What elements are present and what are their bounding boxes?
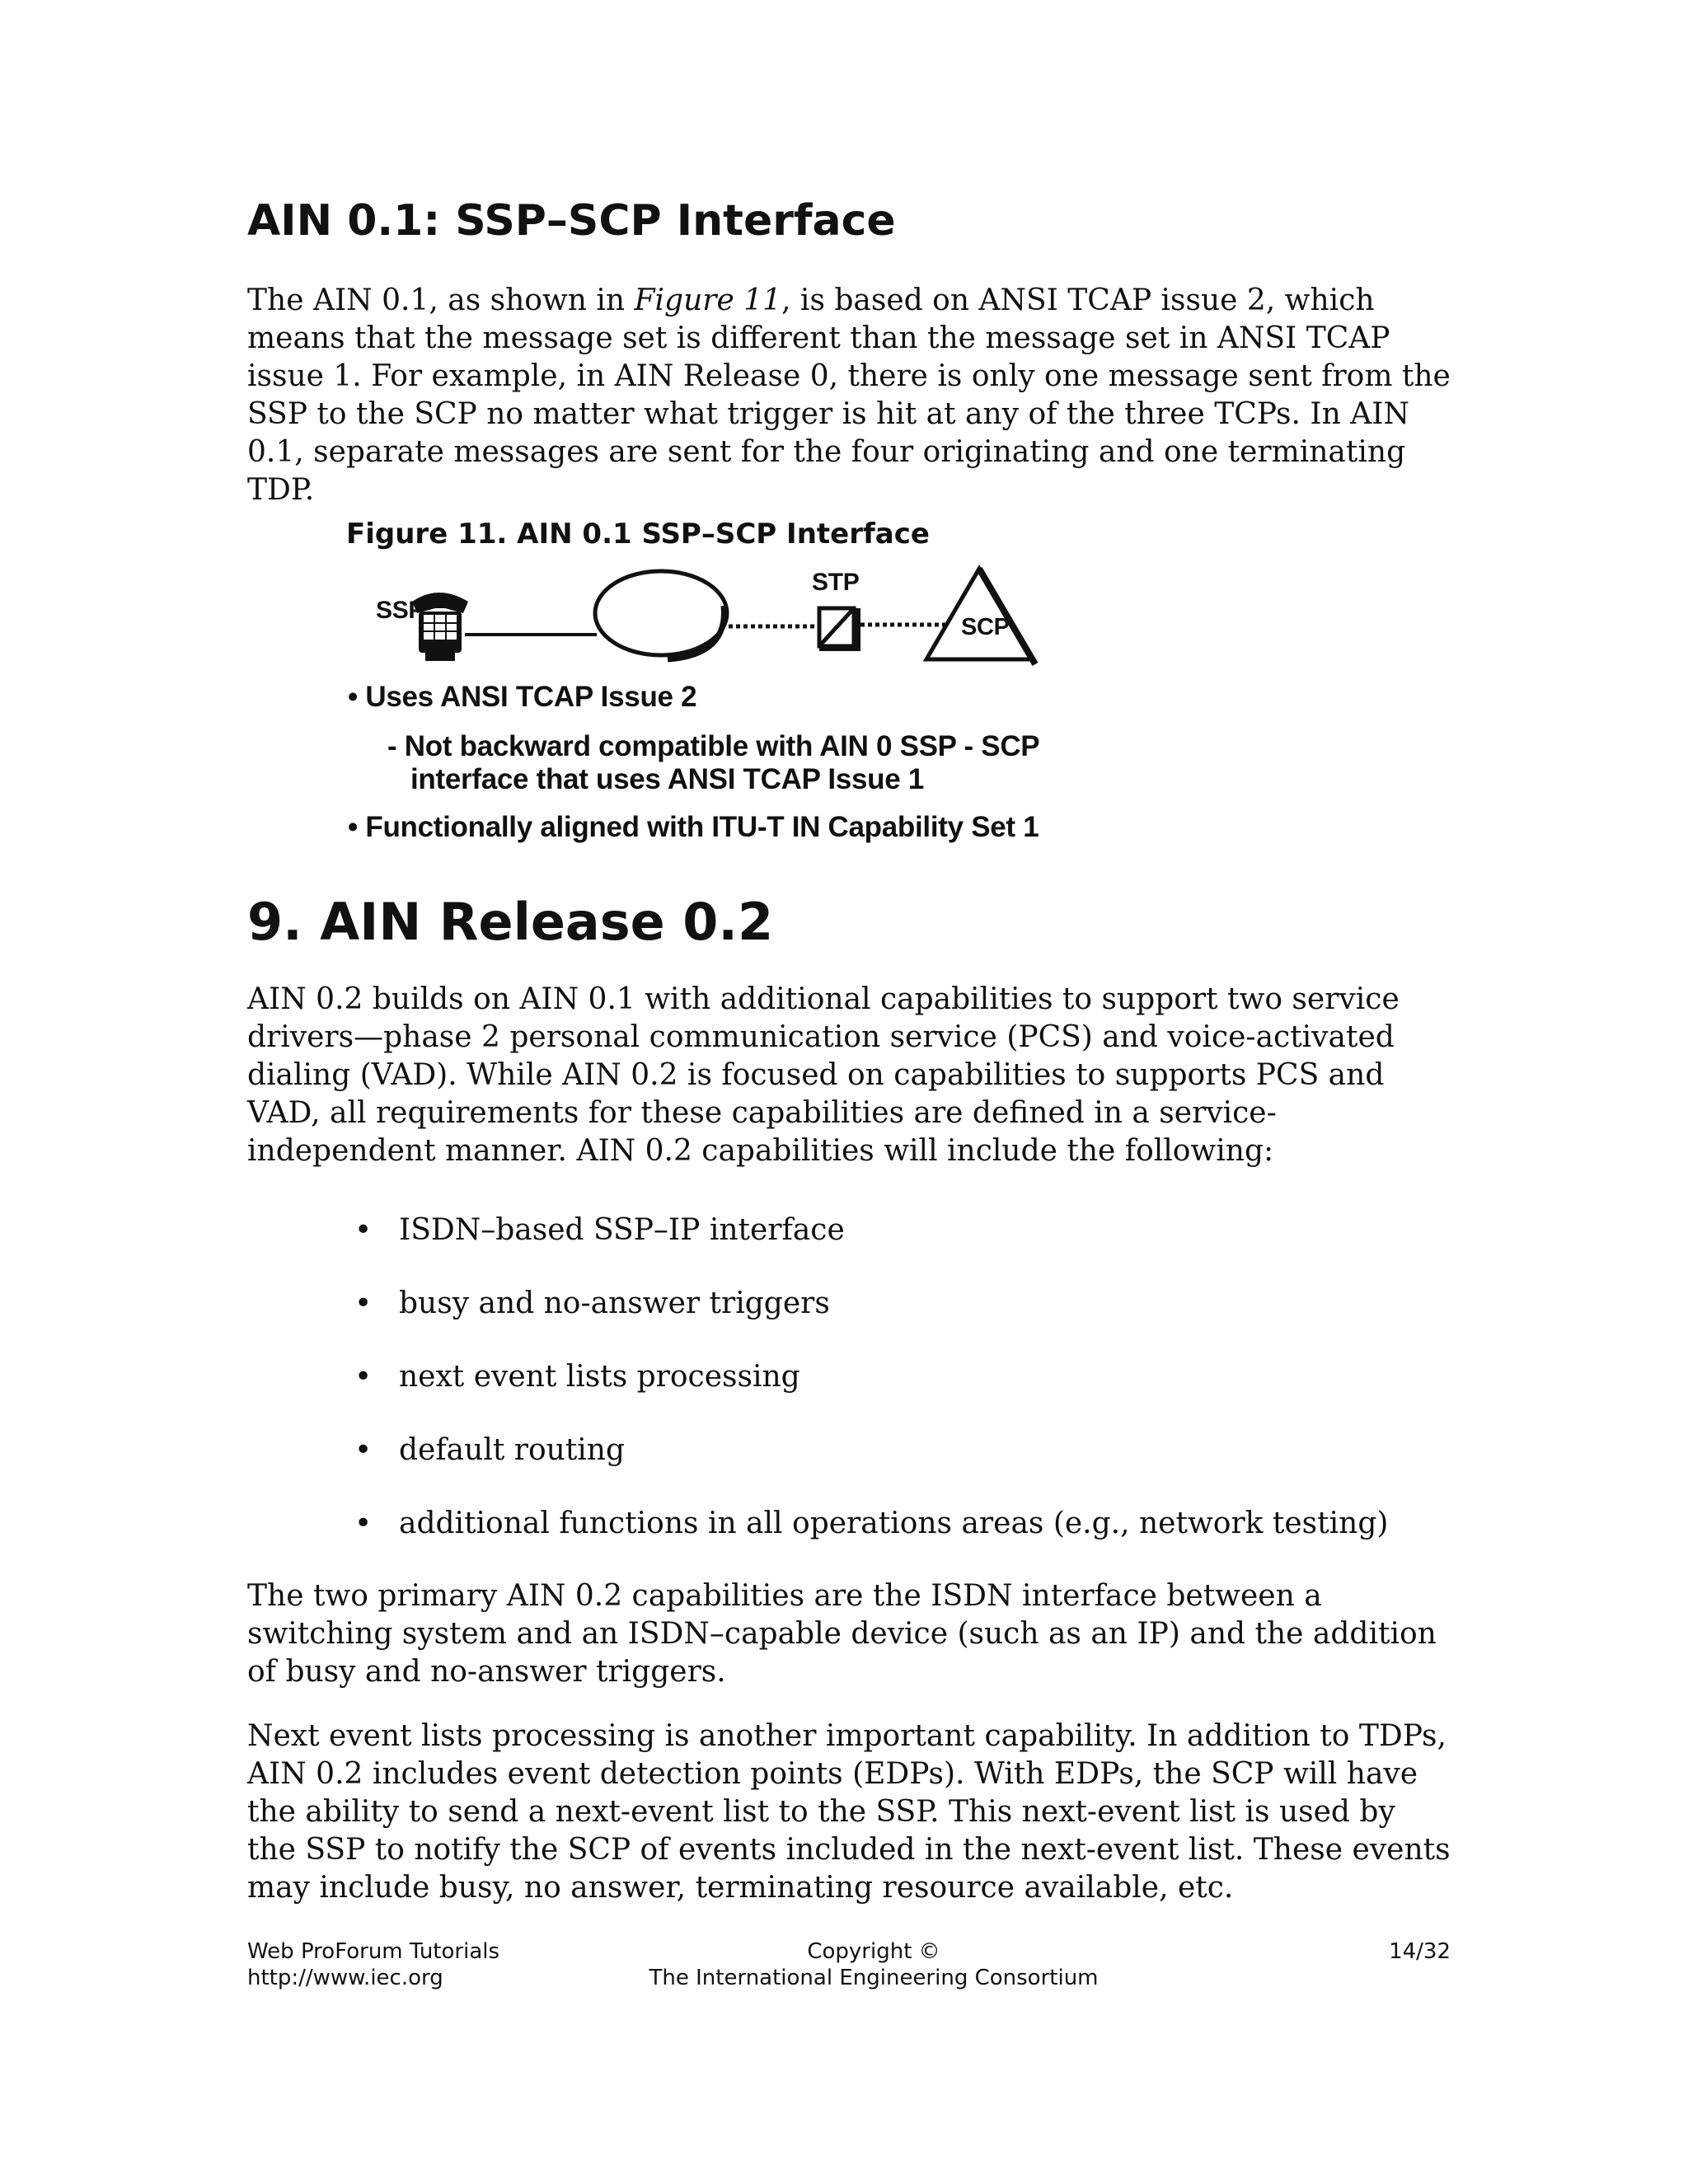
- section-heading: AIN 0.1: SSP–SCP Interface: [247, 196, 896, 246]
- figure-11-diagram: [247, 0, 1451, 874]
- scp-label: SCP: [961, 614, 1010, 640]
- footer-center: [626, 1938, 1121, 1991]
- figure-reference: Figure 11: [634, 284, 782, 317]
- chapter-heading: 9. AIN Release 0.2: [247, 892, 774, 952]
- ssp-node: [595, 571, 727, 655]
- list-item-text: default routing: [399, 1433, 626, 1467]
- figure-bullet-2: • Functionally aligned with ITU-T IN Capability Set 1: [348, 811, 1039, 843]
- intro-text-after: , is based on ANSI TCAP issue 2, which means that the message set is different than the message set in ANSI TCAP issue 1. For example, in AIN Release 0, there is only one message sent from the SSP to the SCP no matter what trigger is hit at any of the three TCPs. In AIN 0.1, separate messages are sent for the four originating and one terminating TDP.: [247, 284, 1451, 507]
- stp-node: [819, 608, 860, 651]
- capabilities-list: [348, 1212, 1388, 1578]
- list-item: • busy and no-answer triggers: [354, 1286, 830, 1320]
- stp-label: STP: [812, 569, 860, 596]
- list-item-text: next event lists processing: [399, 1360, 800, 1394]
- ssp-label: SSP: [376, 597, 425, 624]
- primary-capabilities-paragraph: The two primary AIN 0.2 capabilities are the ISDN interface between a switching system and an ISDN–capable device (such as an IP) and the addition of busy and no-answer triggers.: [247, 1579, 1437, 1689]
- footer-left: [247, 1938, 499, 1991]
- list-item-text: additional functions in all operations areas (e.g., network testing): [399, 1507, 1389, 1540]
- footer-organization: The International Engineering Consortium: [649, 1966, 1099, 1990]
- list-item: • additional functions in all operations areas (e.g., network testing): [354, 1507, 1389, 1540]
- list-item-text: busy and no-answer triggers: [399, 1286, 830, 1320]
- list-item: • next event lists processing: [354, 1360, 800, 1394]
- list-item-text: ISDN–based SSP–IP interface: [399, 1213, 845, 1247]
- list-item: • default routing: [354, 1433, 626, 1467]
- footer-copyright: Copyright ©: [807, 1939, 940, 1964]
- release-paragraph: AIN 0.2 builds on AIN 0.1 with additional capabilities to support two service drivers—phase 2 personal communication service (PCS) and voice-activated dialing (VAD). While AIN 0.2 is focused on capabilities to supports PCS and VAD, all requirements for these capabilities are defined in a service-independent manner. AIN 0.2 capabilities will include the following:: [247, 982, 1400, 1168]
- list-item: • ISDN–based SSP–IP interface: [354, 1213, 845, 1247]
- figure-bullet-1: • Uses ANSI TCAP Issue 2: [348, 681, 697, 713]
- figure-caption: Figure 11. AIN 0.1 SSP–SCP Interface: [346, 518, 930, 551]
- footer-url[interactable]: http://www.iec.org: [247, 1966, 443, 1990]
- figure-subbullet-1-cont: interface that uses ANSI TCAP Issue 1: [410, 763, 925, 795]
- footer-publisher: Web ProForum Tutorials: [247, 1939, 500, 1964]
- event-lists-paragraph: Next event lists processing is another important capability. In addition to TDPs, AIN 0.2 includes event detection points (EDPs). With EDPs, the SCP will have the ability to send a next-event list to the SSP. This next-event list is used by the SSP to notify the SCP of events included in the next-event list. These events may include busy, no answer, terminating resource available, etc.: [247, 1719, 1451, 1905]
- page-number: 14/32: [1389, 1939, 1451, 1964]
- figure-subbullet-1: - Not backward compatible with AIN 0 SSP - SCP: [387, 730, 1040, 762]
- intro-text-before: The AIN 0.1, as shown in: [247, 284, 635, 317]
